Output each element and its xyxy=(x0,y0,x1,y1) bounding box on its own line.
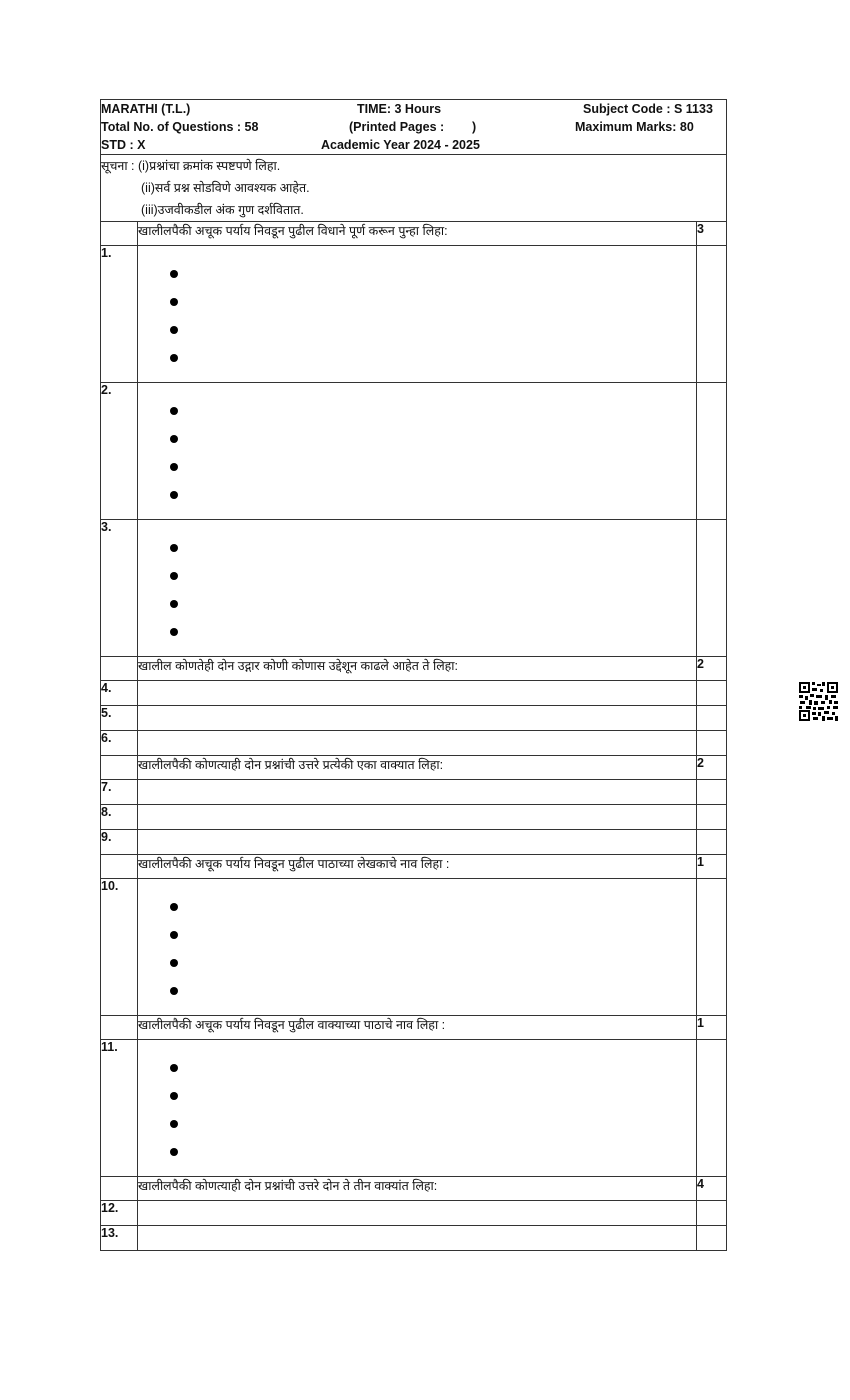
bullet-icon xyxy=(170,429,696,457)
bullet-icon xyxy=(170,566,696,594)
empty-cell xyxy=(101,855,138,879)
empty-cell xyxy=(101,756,138,780)
marks-cell xyxy=(697,1040,727,1177)
bullet-icon xyxy=(170,348,696,376)
subject-code-label: Subject Code : S 1133 xyxy=(583,102,713,116)
note-line-1: सूचना : (i)प्रश्नांचा क्रमांक स्पष्टपणे लिहा. xyxy=(101,159,281,173)
marks-cell xyxy=(697,681,727,706)
section-instruction: खालीलपैकी कोणत्याही दोन प्रश्नांची उत्तरे प्रत्येकी एका वाक्यात लिहा: xyxy=(138,756,697,780)
section-instruction: खालीलपैकी अचूक पर्याय निवडून पुढील विधाने पूर्ण करून पुन्हा लिहा: xyxy=(138,222,697,246)
section-marks: 1 xyxy=(697,1016,727,1040)
empty-cell xyxy=(101,1177,138,1201)
section-marks: 4 xyxy=(697,1177,727,1201)
question-body xyxy=(138,780,697,805)
bullet-icon xyxy=(170,897,696,925)
question-body xyxy=(138,830,697,855)
question-number: 9. xyxy=(101,830,138,855)
question-number: 1. xyxy=(101,246,138,383)
empty-cell xyxy=(101,222,138,246)
question-row xyxy=(101,805,727,830)
qr-code-icon xyxy=(798,681,839,722)
question-row xyxy=(101,830,727,855)
bullet-icon xyxy=(170,1058,696,1086)
section-instruction-row xyxy=(101,1016,727,1040)
header-row xyxy=(101,100,727,155)
section-marks: 2 xyxy=(697,756,727,780)
question-paper xyxy=(100,99,726,1251)
question-row xyxy=(101,706,727,731)
time-label: TIME: 3 Hours xyxy=(357,102,442,116)
question-number: 7. xyxy=(101,780,138,805)
question-number: 3. xyxy=(101,520,138,657)
empty-cell xyxy=(101,1016,138,1040)
question-body xyxy=(138,805,697,830)
bullet-icon xyxy=(170,401,696,429)
marks-cell xyxy=(697,830,727,855)
marks-cell xyxy=(697,805,727,830)
option-list xyxy=(138,897,696,1009)
note-line-3: (iii)उजवीकडील अंक गुण दर्शवितात. xyxy=(141,203,304,217)
marks-cell xyxy=(697,1201,727,1226)
bullet-icon xyxy=(170,1086,696,1114)
question-row xyxy=(101,780,727,805)
question-number: 4. xyxy=(101,681,138,706)
section-instruction-row xyxy=(101,657,727,681)
empty-cell xyxy=(101,657,138,681)
question-number: 11. xyxy=(101,1040,138,1177)
section-instruction: खालील कोणतेही दोन उद्गार कोणी कोणास उद्देशून काढले आहेत ते लिहा: xyxy=(138,657,697,681)
section-instruction-row xyxy=(101,1177,727,1201)
marks-cell xyxy=(697,879,727,1016)
question-number: 6. xyxy=(101,731,138,756)
question-body xyxy=(138,731,697,756)
option-list xyxy=(138,264,696,376)
bullet-icon xyxy=(170,594,696,622)
bullet-icon xyxy=(170,538,696,566)
marks-cell xyxy=(697,706,727,731)
bullet-icon xyxy=(170,1114,696,1142)
question-body xyxy=(138,879,697,1016)
question-number: 10. xyxy=(101,879,138,1016)
printed-pages-label: (Printed Pages : ) xyxy=(349,120,477,134)
header-block xyxy=(101,100,727,155)
marks-cell xyxy=(697,780,727,805)
option-list xyxy=(138,1058,696,1170)
question-row xyxy=(101,246,727,383)
bullet-icon xyxy=(170,320,696,348)
question-row xyxy=(101,520,727,657)
marks-cell xyxy=(697,520,727,657)
max-marks-label: Maximum Marks: 80 xyxy=(575,120,694,134)
bullet-icon xyxy=(170,622,696,650)
option-list xyxy=(138,538,696,650)
bullet-icon xyxy=(170,953,696,981)
marks-cell xyxy=(697,1226,727,1251)
bullet-icon xyxy=(170,925,696,953)
question-number: 13. xyxy=(101,1226,138,1251)
question-row xyxy=(101,383,727,520)
bullet-icon xyxy=(170,264,696,292)
question-row xyxy=(101,731,727,756)
section-instruction-row xyxy=(101,855,727,879)
question-body xyxy=(138,681,697,706)
question-row xyxy=(101,1226,727,1251)
question-number: 5. xyxy=(101,706,138,731)
question-row xyxy=(101,879,727,1016)
notes-block xyxy=(101,155,727,222)
option-list xyxy=(138,401,696,513)
question-body xyxy=(138,706,697,731)
bullet-icon xyxy=(170,981,696,1009)
question-row xyxy=(101,1040,727,1177)
section-marks: 3 xyxy=(697,222,727,246)
section-instruction: खालीलपैकी अचूक पर्याय निवडून पुढील पाठाच्या लेखकाचे नाव लिहा : xyxy=(138,855,697,879)
question-number: 12. xyxy=(101,1201,138,1226)
section-marks: 2 xyxy=(697,657,727,681)
section-instruction: खालीलपैकी कोणत्याही दोन प्रश्नांची उत्तरे दोन ते तीन वाक्यांत लिहा: xyxy=(138,1177,697,1201)
question-table xyxy=(100,99,727,1251)
bullet-icon xyxy=(170,457,696,485)
section-instruction-row xyxy=(101,222,727,246)
marks-cell xyxy=(697,383,727,520)
subject-label: MARATHI (T.L.) xyxy=(101,102,191,116)
question-body xyxy=(138,1201,697,1226)
notes-row xyxy=(101,155,727,222)
question-body xyxy=(138,246,697,383)
std-label: STD : X xyxy=(101,138,146,152)
question-row xyxy=(101,681,727,706)
question-body xyxy=(138,520,697,657)
marks-cell xyxy=(697,731,727,756)
section-instruction-row xyxy=(101,756,727,780)
total-questions-label: Total No. of Questions : 58 xyxy=(101,120,259,134)
section-instruction: खालीलपैकी अचूक पर्याय निवडून पुढील वाक्याच्या पाठाचे नाव लिहा : xyxy=(138,1016,697,1040)
question-row xyxy=(101,1201,727,1226)
bullet-icon xyxy=(170,485,696,513)
question-body xyxy=(138,383,697,520)
academic-year-label: Academic Year 2024 - 2025 xyxy=(321,138,480,152)
section-marks: 1 xyxy=(697,855,727,879)
note-line-2: (ii)सर्व प्रश्न सोडविणे आवश्यक आहेत. xyxy=(141,181,310,195)
question-body xyxy=(138,1040,697,1177)
question-number: 2. xyxy=(101,383,138,520)
bullet-icon xyxy=(170,1142,696,1170)
marks-cell xyxy=(697,246,727,383)
question-body xyxy=(138,1226,697,1251)
bullet-icon xyxy=(170,292,696,320)
question-number: 8. xyxy=(101,805,138,830)
